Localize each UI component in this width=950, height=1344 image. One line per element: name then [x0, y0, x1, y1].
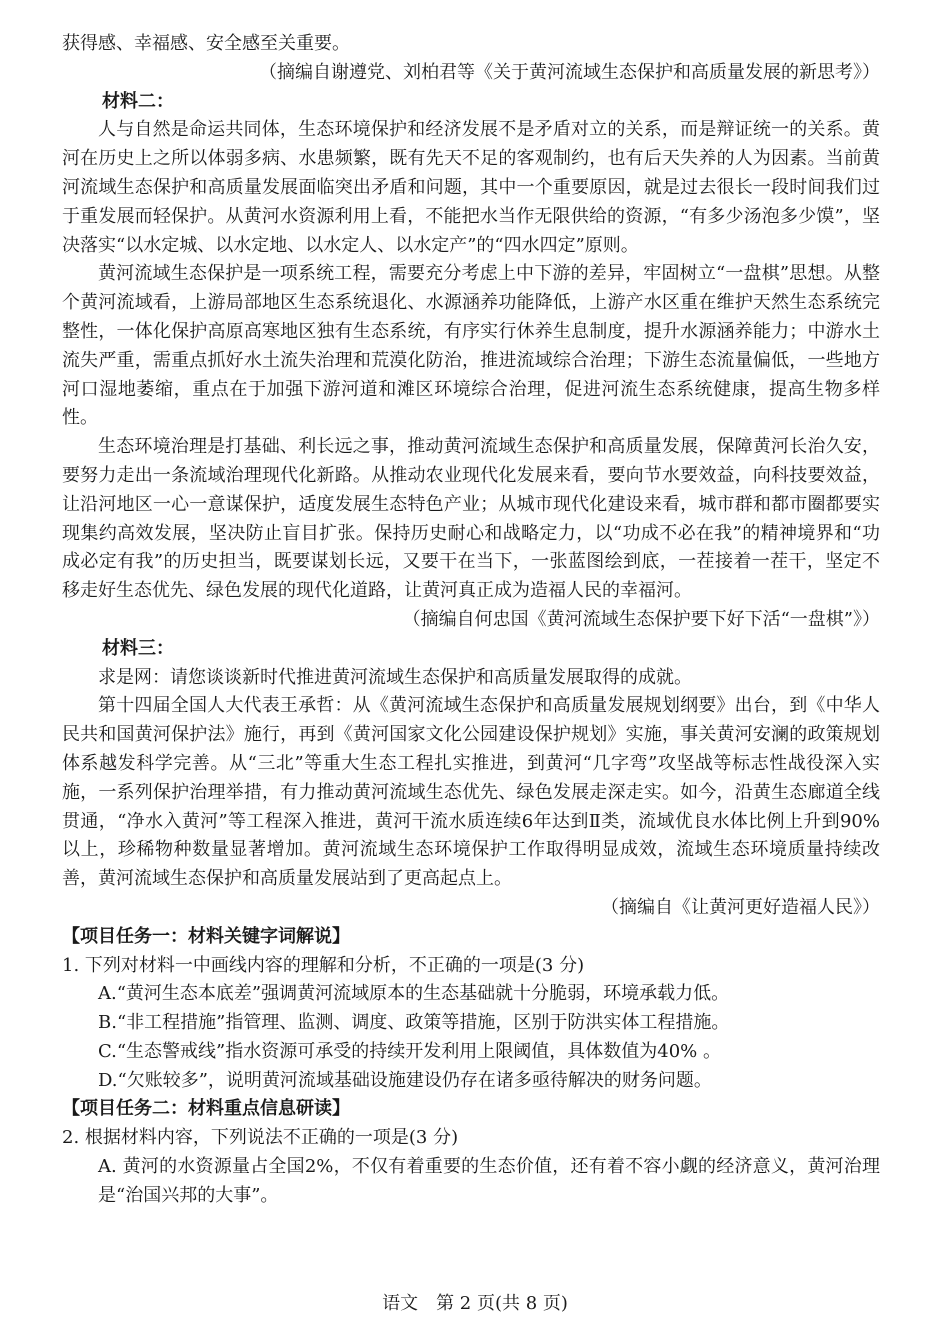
page-footer: 语文 第 2 页(共 8 页) [382, 1293, 568, 1314]
task-one-heading: 【项目任务一：材料关键字词解说】 [62, 925, 350, 947]
material-three-paragraph: 求是网：请您谈谈新时代推进黄河流域生态保护和高质量发展取得的成就。 [98, 666, 692, 688]
question-one-option-c: C.“生态警戒线”指水资源可承受的持续开发利用上限阈值，具体数值为40% 。 [98, 1040, 721, 1062]
material-one-tail: 获得感、幸福感、安全感至关重要。 [62, 33, 350, 54]
material-two-heading: 材料二： [102, 90, 174, 112]
task-two-heading: 【项目任务二：材料重点信息研读】 [62, 1098, 350, 1120]
question-two-stem: 2. 根据材料内容，下列说法不正确的一项是(3 分) [62, 1127, 459, 1149]
material-one-source: （摘编自谢遵党、刘柏君等《关于黄河流域生态保护和高质量发展的新思考》） [259, 61, 880, 83]
question-one-option-d: D.“欠账较多”，说明黄河流域基础设施建设仍存在诸多亟待解决的财务问题。 [98, 1069, 712, 1091]
material-two-source: （摘编自何忠国《黄河流域生态保护要下好下活“一盘棋”》） [402, 608, 880, 630]
material-two-paragraph: 人与自然是命运共同体，生态环境保护和经济发展不是矛盾对立的关系，而是辩证统一的关系。黄河在历史上之所以体弱多病、水患频繁，既有先天不足的客观制约，也有后天失养的人为因素。当前黄河流域生态保护和高质量发展面临突出矛盾和问题，其中一个重要原因，就是过去很长一段时间我们过于重发展而轻保护。从黄河水资源利用上看，不能把水当作无限供给的资源，“有多少汤泡多少馍”，坚决落实“以水定城、以水定地、以水定人、以水定产”的“四水四定”原则。 [62, 119, 880, 256]
material-two-paragraph: 黄河流域生态保护是一项系统工程，需要充分考虑上中下游的差异，牢固树立“一盘棋”思想。从整个黄河流域看，上游局部地区生态系统退化、水源涵养功能降低，上游产水区重在维护天然生态系统完整性，一体化保护高原高寒地区独有生态系统，有序实行休养生息制度，提升水源涵养能力；中游水土流失严重，需重点抓好水土流失治理和荒漠化防治，推进流域综合治理；下游生态流量偏低，一些地方河口湿地萎缩，重点在于加强下游河道和滩区环境综合治理，促进河流生态系统健康，提高生物多样性。 [62, 263, 880, 429]
question-one-option-b: B.“非工程措施”指管理、监测、调度、政策等措施，区别于防洪实体工程措施。 [98, 1012, 730, 1034]
material-three-paragraph: 第十四届全国人大代表王承哲：从《黄河流域生态保护和高质量发展规划纲要》出台，到《中华人民共和国黄河保护法》施行，再到《黄河国家文化公园建设保护规划》实施，事关黄河安澜的政策规划体系越发科学完善。从“三北”等重大生态工程扎实推进，到黄河“几字弯”攻坚战等标志性战役深入实施，一系列保护治理举措，有力推动黄河流域生态优先、绿色发展走深走实。如今，沿黄生态廊道全线贯通，“净水入黄河”等工程深入推进，黄河干流水质连续6年达到Ⅱ类，流域优良水体比例上升到90%以上，珍稀物种数量显著增加。黄河流域生态环境保护工作取得明显成效，流域生态环境质量持续改善，黄河流域生态保护和高质量发展站到了更高起点上。 [62, 695, 880, 890]
question-one-option-a: A.“黄河生态本底差”强调黄河流域原本的生态基础就十分脆弱，环境承载力低。 [98, 983, 730, 1005]
material-three-source: （摘编自《让黄河更好造福人民》） [601, 896, 880, 918]
question-one-stem: 1. 下列对材料一中画线内容的理解和分析，不正确的一项是(3 分) [62, 954, 585, 976]
material-two-paragraph: 生态环境治理是打基础、利长远之事，推动黄河流域生态保护和高质量发展，保障黄河长治久安，要努力走出一条流域治理现代化新路。从推动农业现代化发展来看，要向节水要效益，向科技要效益，让沿河地区一心一意谋保护，适度发展生态特色产业；从城市现代化建设来看，城市群和都市圈都要实现集约高效发展，坚决防止盲目扩张。保持历史耐心和战略定力，以“功成不必在我”的精神境界和“功成必定有我”的历史担当，既要谋划长远，又要干在当下，一张蓝图绘到底，一茬接着一茬干，坚定不移走好生态优先、绿色发展的现代化道路，让黄河真正成为造福人民的幸福河。 [62, 436, 880, 602]
question-two-option-a: A. 黄河的水资源量占全国2%，不仅有着重要的生态价值，还有着不容小觑的经济意义，黄河治理是“治国兴邦的大事”。 [98, 1156, 880, 1206]
material-three-heading: 材料三： [102, 637, 174, 659]
